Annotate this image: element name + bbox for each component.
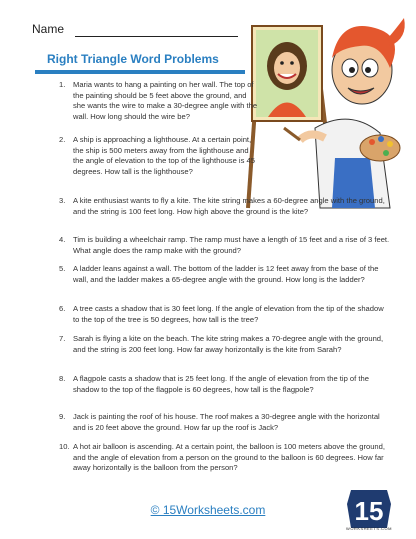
problem-text: Sarah is flying a kite on the beach. The kite string makes a 70-degree angle with the ground, and the string is 200 feet long. How far away horizontally is the kite from Sarah? [73,334,384,354]
footer-site-link[interactable]: © 15Worksheets.com [150,503,266,517]
problem-text: A flagpole casts a shadow that is 25 feet long. If the angle of elevation from the tip of the shadow to the top of the flagpole is 60 degrees, how tall is the flagpole? [73,374,369,394]
problem-text: A tree casts a shadow that is 30 feet long. If the angle of elevation from the tip of the shadow to the top of the tree is 50 degrees, how tall is the tree? [73,304,384,324]
problem-item [59,334,391,355]
problem-text: A ship is approaching a lighthouse. At a certain point, the ship is 500 meters away from the lighthouse and the angle of elevation to the top of the lighthouse is 45 degrees. How tall is the lighthouse? [73,135,255,176]
problem-number: 10. [59,442,70,451]
problem-text: Maria wants to hang a painting on her wall. The top of the painting should be 5 feet above the ground, and she wants the wire to make a 30-degree angle with the wall. How long should the wire be? [73,80,258,121]
problem-item [59,196,391,217]
problem-number: 3. [59,196,66,205]
page-title: Right Triangle Word Problems [47,52,219,66]
logo-caption: WORKSHEETS.COM [346,526,392,531]
problem-number: 7. [59,334,66,343]
problem-number: 6. [59,304,66,313]
name-label: Name [32,22,65,36]
problem-number: 4. [59,235,66,244]
problem-item [59,264,391,285]
problem-text: A ladder leans against a wall. The bottom of the ladder is 12 feet away from the base of the wall, and the ladder makes a 65-degree angle with the ground. How long is the ladder? [73,264,379,284]
problem-text: A kite enthusiast wants to fly a kite. The kite string makes a 60-degree angle with the ground, and the string is 100 feet long. How high above the ground is the kite? [73,196,385,216]
problem-item [59,235,391,256]
problem-item [59,80,259,122]
problem-number: 2. [59,135,66,144]
problem-item [59,304,391,325]
logo-number: 15 [354,496,384,526]
painter-illustration [240,8,410,213]
problem-text: A hot air balloon is ascending. At a certain point, the balloon is 100 meters above the ground, and the angle of elevation from a person on the ground to the balloon is 60 degrees. How far away horizontally is the balloon from the person? [73,442,385,473]
problem-item [59,442,391,474]
problem-text: Tim is building a wheelchair ramp. The ramp must have a length of 15 feet and a rise of 3 feet. What angle does the ramp make with the ground? [73,235,390,255]
problem-text: Jack is painting the roof of his house. The roof makes a 30-degree angle with the horizontal and is 20 feet above the ground. How far up the roof is Jack? [73,412,380,432]
title-underline [35,70,245,74]
name-field[interactable] [75,36,238,37]
problem-item [59,412,391,433]
problem-number: 5. [59,264,66,273]
problem-number: 8. [59,374,66,383]
problem-item [59,374,391,395]
problem-item [59,135,259,177]
problem-number: 1. [59,80,66,89]
problem-number: 9. [59,412,66,421]
